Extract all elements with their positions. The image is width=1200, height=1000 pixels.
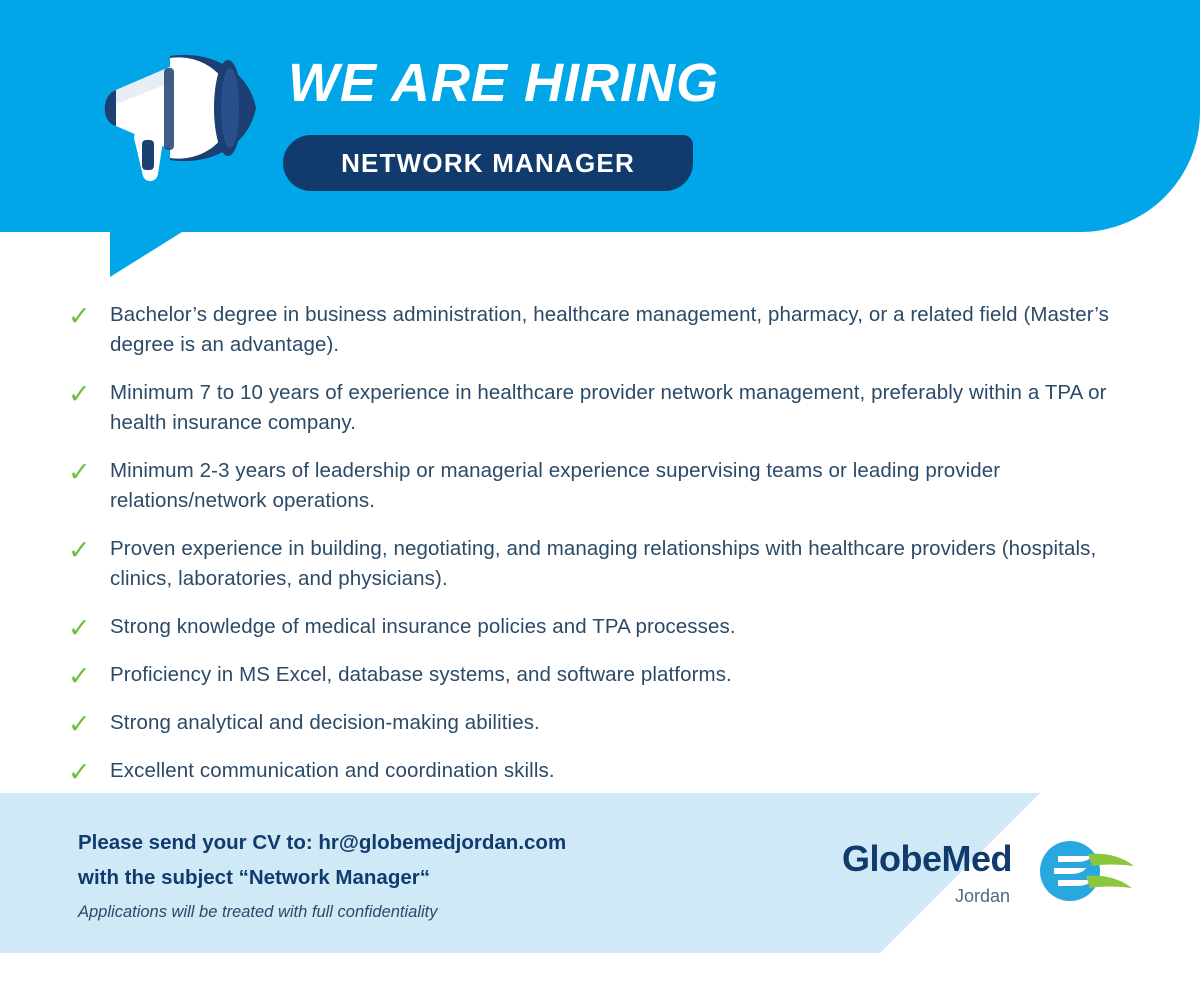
list-item: [68, 378, 1148, 438]
requirement-text: Minimum 2-3 years of leadership or managerial experience supervising teams or leading provider relations/network operations.: [110, 459, 1001, 512]
logo-company-name: GlobeMed: [841, 838, 1012, 879]
check-icon: ✓: [68, 379, 91, 409]
megaphone-icon: [78, 28, 268, 188]
list-item: [68, 708, 1148, 738]
title-part-1: WE ARE: [288, 53, 524, 113]
role-ribbon: [283, 135, 693, 191]
contact-subject-line: with the subject “Network Manager“: [78, 866, 430, 889]
header-speech-tail: [110, 232, 182, 277]
requirements-list: [68, 300, 1148, 804]
requirement-text: Strong analytical and decision-making abilities.: [110, 711, 540, 734]
list-item: [68, 660, 1148, 690]
footer-contact: [78, 825, 778, 922]
list-item: [68, 534, 1148, 594]
requirement-text: Proficiency in MS Excel, database systems, and software platforms.: [110, 663, 732, 686]
title-part-2: HIRING: [524, 53, 719, 113]
company-logo: [841, 838, 1140, 928]
check-icon: ✓: [68, 709, 91, 739]
poster-title: [288, 53, 988, 113]
list-item: [68, 612, 1148, 642]
role-title: NETWORK MANAGER: [341, 147, 635, 178]
confidentiality-note: Applications will be treated with full confidentiality: [78, 903, 438, 921]
check-icon: ✓: [68, 301, 91, 331]
requirement-text: Excellent communication and coordination skills.: [110, 759, 555, 782]
check-icon: ✓: [68, 613, 91, 643]
check-icon: ✓: [68, 757, 91, 787]
list-item: [68, 456, 1148, 516]
check-icon: ✓: [68, 661, 91, 691]
globemed-logo-icon: [1030, 840, 1140, 902]
requirement-text: Minimum 7 to 10 years of experience in healthcare provider network management, preferably within a TPA or health insurance company.: [110, 381, 1107, 434]
logo-company-region: Jordan: [954, 886, 1010, 906]
check-icon: ✓: [68, 457, 91, 487]
requirement-text: Bachelor’s degree in business administration, healthcare management, pharmacy, or a related field (Master’s degree is an advantage).: [110, 303, 1110, 356]
requirement-text: Proven experience in building, negotiating, and managing relationships with healthcare providers (hospitals, clinics, laboratories, and physicians).: [110, 537, 1097, 590]
list-item: [68, 756, 1148, 786]
list-item: [68, 300, 1148, 360]
requirement-text: Strong knowledge of medical insurance policies and TPA processes.: [110, 615, 736, 638]
check-icon: ✓: [68, 535, 91, 565]
contact-email-line: Please send your CV to: hr@globemedjordan.com: [78, 831, 567, 854]
